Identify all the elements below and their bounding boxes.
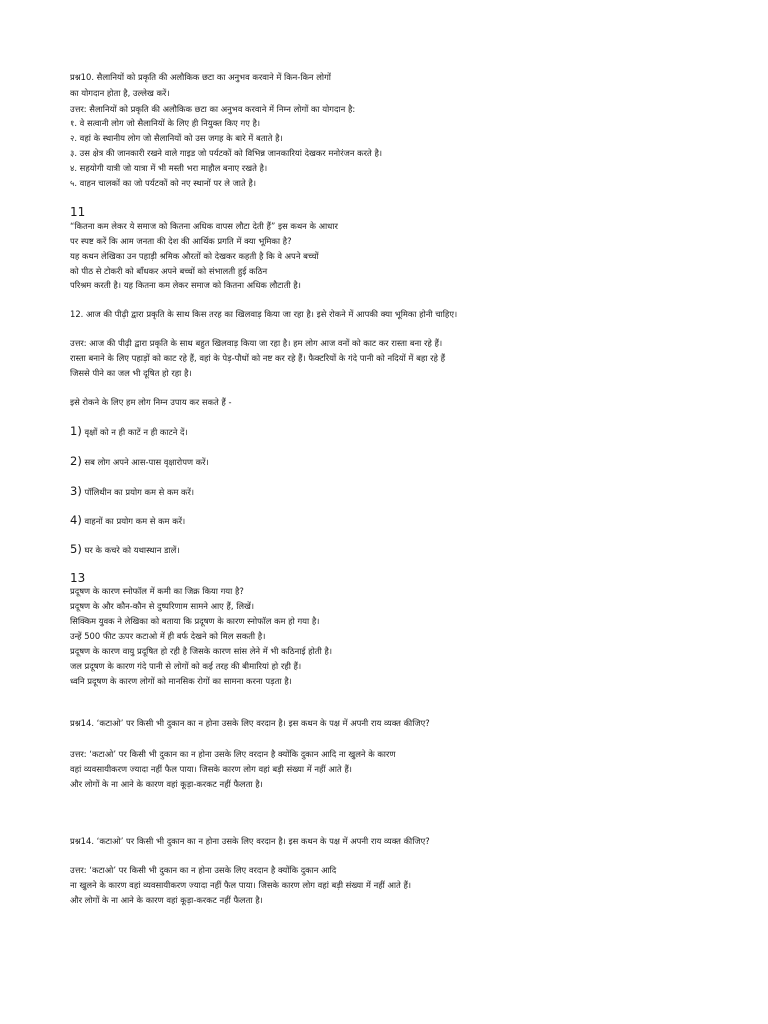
q14b-answer-line-2: ना खुलने के कारण वहां व्यवसायीकरण ज्यादा नहीं फैल पाया। जिसके कारण लोग वहां बड़ी संख्या में नहीं आते हैं।	[70, 880, 412, 890]
point-number: 5)	[70, 542, 82, 556]
q11-line-2: पर स्पष्ट करें कि आम जनता की देश की आर्थिक प्रगति में क्या भूमिका है?	[70, 236, 292, 246]
q14a-question: प्रश्न14. ‘कटाओ’ पर किसी भी दुकान का न होना उसके लिए वरदान है। इस कथन के पक्ष में अपनी राय व्यक्त कीजिए?	[70, 718, 430, 728]
q12-intro: इसे रोकने के लिए हम लोग निम्न उपाय कर सकते हैं -	[70, 397, 232, 407]
q14a-answer-line-3: और लोगों के ना आने के कारण वहां कूड़ा-करकट नहीं फैलता है।	[70, 779, 263, 789]
point-number: 3)	[70, 484, 82, 498]
point-number: 2)	[70, 454, 82, 468]
point-text: वाहनों का प्रयोग कम से कम करें।	[84, 516, 186, 526]
q12-point-5	[70, 542, 740, 556]
q12-answer-line-3: जिससे पीने का जल भी दूषित हो रहा है।	[70, 368, 192, 378]
q10-line-3: उत्तर: सैलानियों को प्रकृति की अलौकिक छटा का अनुभव करवाने में निम्न लोगों का योगदान है:	[70, 104, 356, 114]
q10-line-4: १. वे सत्वानी लोग जो सैलानियों के लिए ही नियुक्त किए गए है।	[70, 118, 261, 128]
q11-line-3: यह कथन लेखिका उन पहाड़ी श्रमिक औरतों को देखकर कहती है कि वे अपने बच्चों	[70, 251, 319, 261]
q10-line-7: ४. सहयोगी यात्री जो यात्रा में भी मस्ती भरा माहौल बनाए रखते है।	[70, 163, 268, 173]
q10-line-2: का योगदान होता है, उल्लेख करें।	[70, 88, 170, 98]
q13-line-2: प्रदूषण के और कौन-कौन से दुष्परिणाम सामने आए हैं, लिखें।	[70, 601, 255, 611]
q12-question: 12. आज की पीढ़ी द्वारा प्रकृति के साथ किस तरह का खिलवाड़ किया जा रहा है। इसे रोकने में आपकी क्या भूमिका होनी चाहिए।	[70, 309, 458, 319]
q14a-answer-line-2: वहां व्यवसायीकरण ज्यादा नहीं फैल पाया। जिसके कारण लोग वहां बड़ी संख्या में नहीं आते हैं।	[70, 764, 352, 774]
q10-line-5: २. वहां के स्थानीय लोग जो सैलानियों को उस जगह के बारे में बताते है।	[70, 133, 283, 143]
q10-line-6: ३. उस क्षेत्र की जानकारी रखने वाले गाइड जो पर्यटकों को विभिन्न जानकारियां देखकर मनोरंजन करते है।	[70, 148, 383, 158]
q13-line-7: ध्वनि प्रदूषण के कारण लोगों को मानसिक रोगों का सामना करना पड़ता है।	[70, 676, 292, 686]
point-text: घर के कचरे को यथास्थान डालें।	[84, 545, 180, 555]
q14b-answer-line-1: उत्तर: ‘कटाओ’ पर किसी भी दुकान का न होना उसके लिए वरदान है क्योंकि दुकान आदि	[70, 865, 337, 875]
q12-point-2	[70, 454, 740, 468]
q14b-answer-line-3: और लोगों के ना आने के कारण वहां कूड़ा-करकट नहीं फैलता है।	[70, 895, 263, 905]
q11-line-1: “कितना कम लेकर ये समाज को कितना अधिक वापस लौटा देती हैं” इस कथन के आधार	[70, 221, 338, 231]
q11-line-4: को पीठ से टोकरी को बाँधकर अपने बच्चों को संभालती हुई कठिन	[70, 266, 268, 276]
q12-point-3	[70, 484, 740, 498]
q12-point-1	[70, 424, 740, 438]
q12-answer-line-1: उत्तर: आज की पीढ़ी द्वारा प्रकृति के साथ बहुत खिलवाड़ किया जा रहा है। हम लोग आज वनों को काट कर रास्ता बना रहे हैं।	[70, 338, 443, 348]
q14b-question: प्रश्न14. ‘कटाओ’ पर किसी भी दुकान का न होना उसके लिए वरदान है। इस कथन के पक्ष में अपनी राय व्यक्त कीजिए?	[70, 836, 430, 846]
point-text: पॉलिथीन का प्रयोग कम से कम करें।	[84, 487, 195, 497]
q12-answer-line-2: रास्ता बनाने के लिए पहाड़ों को काट रहे हैं, वहां के पेड़-पौधों को नष्ट कर रहे हैं। फैक्टरियों के गंदे पानी को नदियों में बहा रहे हैं	[70, 353, 446, 363]
q13-number: 13	[70, 571, 86, 585]
q10-line-8: ५. वाहन चालकों का जो पर्यटकों को नए स्थानों पर ले जाते है।	[70, 178, 257, 188]
q14a-answer-line-1: उत्तर: ‘कटाओ’ पर किसी भी दुकान का न होना उसके लिए वरदान है क्योंकि दुकान आदि ना खुलने के कारण	[70, 749, 396, 759]
q13-line-3: सिक्किम युवक ने लेखिका को बताया कि प्रदूषण के कारण स्नोफॉल कम हो गया है।	[70, 616, 320, 626]
q11-line-5: परिश्रम करती है। यह कितना कम लेकर समाज को कितना अधिक लौटाती है।	[70, 280, 301, 290]
q10-line-1: प्रश्न10. सैलानियों को प्रकृति की अलौकिक छटा का अनुभव करवाने में किन-किन लोगों	[70, 72, 331, 82]
q11-number: 11	[70, 205, 86, 219]
point-number: 4)	[70, 513, 82, 527]
q13-line-6: जल प्रदूषण के कारण गंदे पानी से लोगों को कई तरह की बीमारियां हो रही हैं।	[70, 661, 302, 671]
point-text: सब लोग अपने आस-पास वृक्षारोपण करें।	[84, 457, 209, 467]
q13-line-5: प्रदूषण के कारण वायु प्रदूषित हो रही है जिसके कारण सांस लेने में भी कठिनाई होती है।	[70, 646, 333, 656]
q13-line-4: उन्हें 500 फीट ऊपर कटाओ में ही बर्फ देखने को मिल सकती है।	[70, 631, 266, 641]
q12-point-4	[70, 513, 740, 527]
q13-line-1: प्रदूषण के कारण स्नोफॉल में कमी का जिक्र किया गया है?	[70, 586, 244, 596]
point-number: 1)	[70, 424, 82, 438]
point-text: वृक्षों को न ही काटें न ही काटने दें।	[84, 427, 188, 437]
